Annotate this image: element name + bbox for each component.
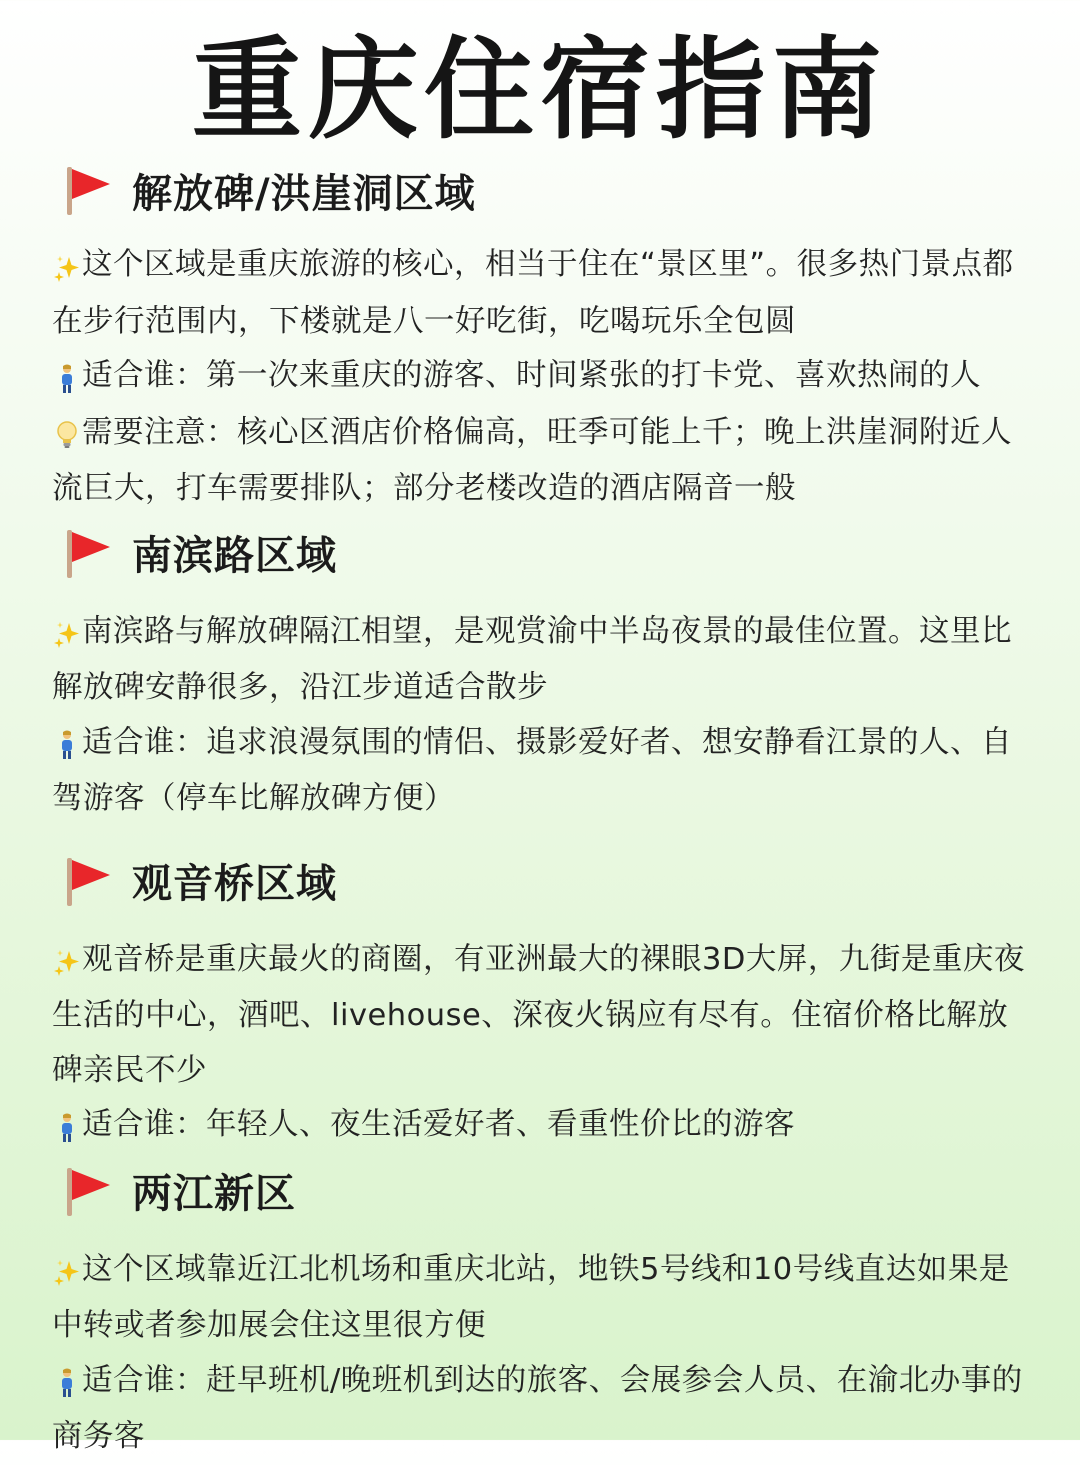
sparkles-icon <box>52 607 82 662</box>
page-title: 重庆住宿指南 <box>192 26 888 154</box>
person-icon <box>52 718 82 773</box>
red-flag-icon <box>64 526 114 580</box>
section-suitable: 适合谁：年轻人、夜生活爱好者、看重性价比的游客 <box>52 1098 1028 1155</box>
section-header <box>52 1155 1028 1227</box>
light-bulb-icon <box>52 408 82 463</box>
person-icon <box>52 1100 82 1155</box>
red-flag-icon <box>64 854 114 908</box>
section-suitable: 适合谁：追求浪漫氛围的情侣、摄影爱好者、想安静看江景的人、自驾游客（停车比解放碑方便） <box>52 716 1028 827</box>
sparkles-icon <box>52 1245 82 1300</box>
sparkles-icon <box>52 240 82 295</box>
section-description: 这个区域靠近江北机场和重庆北站，地铁5号线和10号线直达如果是中转或者参加展会住这里很方便 <box>52 1243 1028 1354</box>
person-icon <box>52 351 82 406</box>
section-nanbinlu <box>52 517 1028 827</box>
section-suitable: 适合谁：赶早班机/晚班机到达的旅客、会展参会人员、在渝北办事的商务客 <box>52 1354 1028 1465</box>
red-flag-icon <box>64 1164 114 1218</box>
section-description: 这个区域是重庆旅游的核心，相当于住在“景区里”。很多热门景点都在步行范围内，下楼就是八一好吃街，吃喝玩乐全包圆 <box>52 238 1028 349</box>
section-description: 观音桥是重庆最火的商圈，有亚洲最大的裸眼3D大屏，九街是重庆夜生活的中心，酒吧、livehouse、深夜火锅应有尽有。住宿价格比解放碑亲民不少 <box>52 933 1028 1099</box>
section-jiefangbei <box>52 154 1028 517</box>
section-guanyinqiao <box>52 845 1028 1155</box>
person-icon <box>52 1356 82 1411</box>
sparkles-icon <box>52 935 82 990</box>
section-header <box>52 154 1028 226</box>
red-flag-icon <box>64 163 114 217</box>
section-header <box>52 845 1028 917</box>
section-heading: 南滨路区域 <box>132 533 337 579</box>
section-header <box>52 517 1028 589</box>
section-heading: 解放碑/洪崖洞区域 <box>132 170 476 217</box>
section-note: 需要注意：核心区酒店价格偏高，旺季可能上千；晚上洪崖洞附近人流巨大，打车需要排队；部分老楼改造的酒店隔音一般 <box>52 406 1028 517</box>
section-heading: 观音桥区域 <box>132 861 337 907</box>
section-description: 南滨路与解放碑隔江相望，是观赏渝中半岛夜景的最佳位置。这里比解放碑安静很多，沿江步道适合散步 <box>52 605 1028 716</box>
section-suitable: 适合谁：第一次来重庆的游客、时间紧张的打卡党、喜欢热闹的人 <box>52 349 1028 406</box>
section-liangjiang <box>52 1155 1028 1465</box>
section-heading: 两江新区 <box>132 1171 296 1217</box>
